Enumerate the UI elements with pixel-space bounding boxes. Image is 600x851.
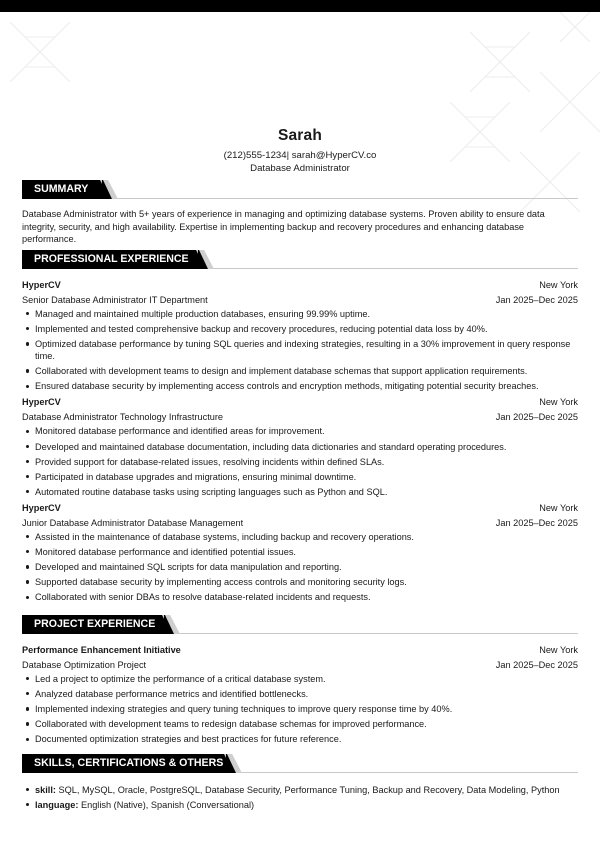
list-item: Collaborated with senior DBAs to resolve database-related incidents and requests. [22, 591, 578, 603]
location: New York [539, 280, 578, 290]
section-heading [22, 615, 578, 635]
location: New York [539, 397, 578, 408]
entry-header [22, 395, 578, 410]
entry-subheader [22, 410, 578, 425]
section-title-projects [22, 615, 166, 634]
date-range: Jan 2025–Dec 2025 [495, 295, 578, 305]
section-title-summary [22, 180, 104, 199]
list-item: Monitored database performance and identified areas for improvement. [22, 425, 578, 437]
list-item: Collaborated with development teams to redesign database schemas for improved performance. [22, 718, 578, 730]
experience-entry [22, 278, 578, 392]
skill-value: SQL, MySQL, Oracle, PostgreSQL, Database Security, Performance Tuning, Backup and Recovery, Data Modeling, Python [58, 785, 560, 795]
location: New York [539, 645, 578, 655]
company-name: HyperCV [22, 502, 61, 513]
list-item: Optimized database performance by tuning SQL queries and indexing strategies, resulting in a 30% improvement in query response time. [22, 338, 578, 362]
list-item: Documented optimization strategies and best practices for future reference. [22, 733, 578, 745]
list-item: Implemented and tested comprehensive backup and recovery procedures, reducing potential data loss by 40%. [22, 323, 578, 335]
bullet-list [22, 531, 578, 603]
skill-label: skill: [35, 785, 56, 795]
section-heading [22, 250, 578, 270]
list-item: Participated in database upgrades and migrations, ensuring minimal downtime. [22, 471, 578, 483]
summary-text: Database Administrator with 5+ years of experience in managing and optimizing database systems. Proven ability to ensure data integrity, security, and high availability. Expertise in implementing backup and recovery procedures and enhancing database performance. [22, 209, 545, 245]
date-range: Jan 2025–Dec 2025 [495, 660, 578, 670]
experience-section [22, 250, 578, 606]
skills-list [22, 784, 578, 811]
location: New York [539, 502, 578, 513]
position: Senior Database Administrator IT Department [22, 295, 208, 305]
section-title-skills [22, 754, 228, 773]
list-item: Developed and maintained SQL scripts for data manipulation and reporting. [22, 561, 578, 573]
language-label: language: [35, 800, 79, 811]
list-item: Developed and maintained database documentation, including data dictionaries and standard operating procedures. [22, 441, 578, 453]
language-value: English (Native), Spanish (Conversational) [80, 800, 255, 811]
list-item: Provided support for database-related issues, resolving incidents within defined SLAs. [22, 456, 578, 468]
section-title-text: PROJECT EXPERIENCE [34, 618, 156, 630]
list-item: Led a project to optimize the performance of a critical database system. [22, 673, 578, 685]
entry-header [22, 501, 578, 516]
list-item: Supported database security by implementing access controls and monitoring security logs. [22, 576, 578, 588]
entry-header [22, 643, 578, 658]
list-item: Assisted in the maintenance of database systems, including backup and recovery operations. [22, 531, 578, 543]
top-bar [0, 0, 600, 12]
list-item [22, 784, 578, 796]
section-heading [22, 180, 578, 200]
project-name: Performance Enhancement Initiative [22, 645, 181, 655]
list-item: Managed and maintained multiple production databases, ensuring 99.99% uptime. [22, 308, 578, 320]
date-range: Jan 2025–Dec 2025 [495, 517, 578, 528]
section-title-text: PROFESSIONAL EXPERIENCE [34, 253, 189, 265]
list-item: Ensured database security by implementing access controls and encryption methods, mitigating potential security breaches. [22, 380, 578, 392]
list-item [22, 799, 578, 811]
section-title-text: SUMMARY [34, 183, 89, 195]
entry-subheader [22, 658, 578, 673]
bullet-list [22, 425, 578, 497]
section-title-text: SKILLS, CERTIFICATIONS & OTHERS [34, 757, 224, 769]
list-item: Automated routine database tasks using scripting languages such as Python and SQL. [22, 486, 578, 498]
section-heading [22, 754, 578, 774]
position: Database Administrator Technology Infrastructure [22, 412, 224, 423]
section-title-experience [22, 250, 200, 269]
candidate-name: Sarah [277, 127, 323, 144]
list-item: Monitored database performance and identified potential issues. [22, 546, 578, 558]
entry-header [22, 278, 578, 293]
experience-entry [22, 395, 578, 497]
bullet-list [22, 308, 578, 392]
experience-entry [22, 501, 578, 603]
list-item: Collaborated with development teams to design and implement database schemas that support application requirements. [22, 365, 578, 377]
project-subtitle: Database Optimization Project [22, 660, 147, 670]
skills-section [22, 754, 578, 814]
date-range: Jan 2025–Dec 2025 [495, 412, 578, 423]
position: Junior Database Administrator Database Management [22, 517, 244, 528]
list-item: Implemented indexing strategies and query tuning techniques to improve query response time by 40%. [22, 703, 578, 715]
projects-section [22, 615, 578, 748]
entry-subheader [22, 516, 578, 531]
project-entry [22, 643, 578, 745]
job-title: Database Administrator [250, 163, 350, 174]
company-name: HyperCV [22, 280, 61, 290]
bullet-list [22, 673, 578, 745]
company-name: HyperCV [22, 397, 61, 408]
list-item: Analyzed database performance metrics and identified bottlenecks. [22, 688, 578, 700]
entry-subheader [22, 293, 578, 308]
summary-section [22, 180, 578, 246]
contact-info: (212)555-1234| sarah@HyperCV.co [223, 150, 377, 161]
resume-header [0, 127, 600, 174]
